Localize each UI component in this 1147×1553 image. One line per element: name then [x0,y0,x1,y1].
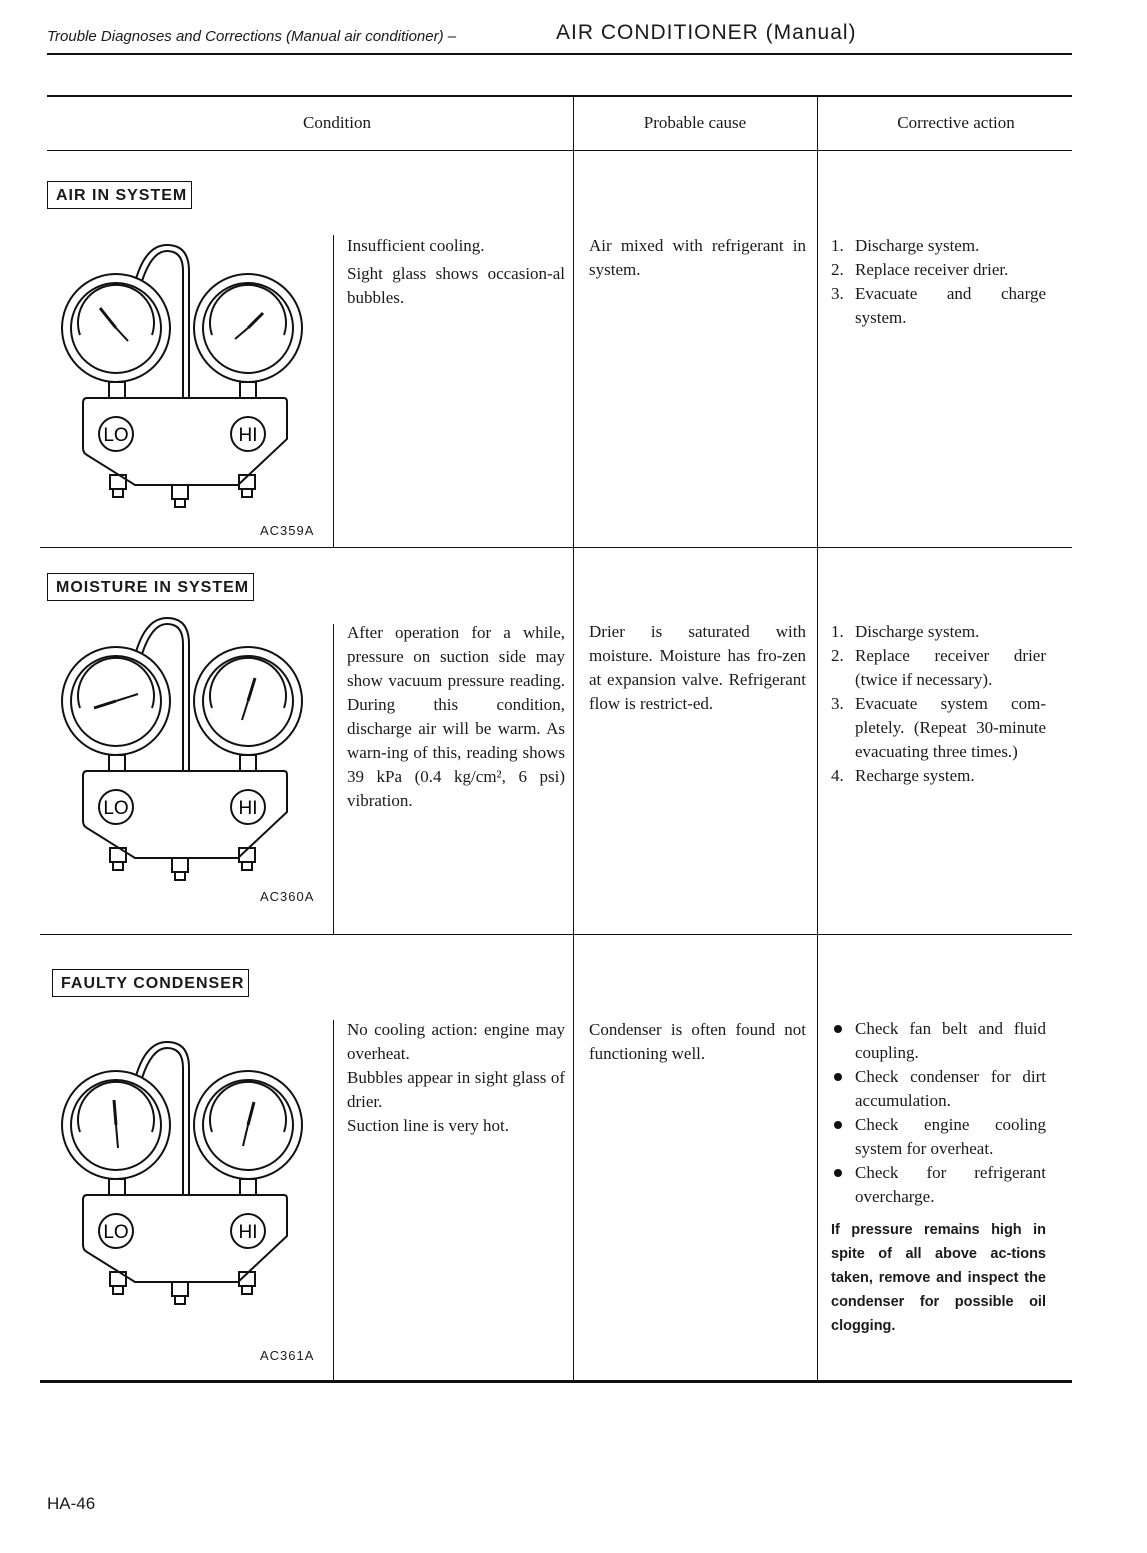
cause-text: Drier is saturated with moisture. Moisture has fro-zen at expansion valve. Refrigerant flow is restrict-ed. [589,622,806,713]
header-section: Trouble Diagnoses and Corrections (Manual air conditioner) – [47,28,457,45]
action-item: 2. Replace receiver drier. [831,260,1009,279]
action-text: Replace receiver drier. [855,260,1009,279]
action-item: 3. Evacuate system com-pletely. (Repeat 30-minute evacuating three times.) [831,694,1046,761]
hi-gauge-label: HI [238,798,258,819]
cause-text: Condenser is often found not functioning well. [589,1020,806,1063]
action-text: Discharge system. [855,236,980,255]
figure-code: AC359A [260,523,315,538]
action-text: Check engine cooling system for overheat. [855,1115,1046,1158]
condition-line: Insufficient cooling. [347,236,485,255]
condition-line: Suction line is very hot. [347,1116,509,1135]
lo-gauge-label: LO [103,425,129,446]
action-text: Check for refrigerant overcharge. [855,1163,1046,1206]
figure-divider [333,1020,334,1380]
action-item: 1. Discharge system. [831,236,980,255]
lo-gauge-label: LO [103,1222,129,1243]
condition-text [347,234,565,314]
condition-label: MOISTURE IN SYSTEM [47,573,254,601]
action-item: 3. Evacuate and charge system. [831,284,1046,327]
lo-gauge-label: LO [103,798,129,819]
action-item [831,1065,1046,1113]
column-header-action: Corrective action [897,113,1015,132]
action-item: 2. Replace receiver drier (twice if necessary). [831,646,1046,689]
action-text: Check condenser for dirt accumulation. [855,1067,1046,1110]
condition-line: No cooling action: engine may overheat. [347,1020,565,1063]
header-rule [47,53,1072,55]
condition-text [347,621,565,817]
condition-text [347,1018,565,1138]
action-list [831,620,1046,788]
action-item [831,1113,1046,1161]
bullet-icon [834,1025,842,1033]
gauge-manifold-figure [58,243,304,515]
action-text: Recharge system. [855,766,975,785]
column-divider [573,95,574,1382]
table-header-rule [47,150,1072,151]
column-header-condition: Condition [302,113,371,132]
bullet-icon [834,1073,842,1081]
column-header-cause: Probable cause [643,113,747,132]
action-text: Evacuate and charge system. [855,284,1046,327]
figure-code: AC360A [260,889,315,904]
action-item [831,1161,1046,1209]
table-bottom-rule [40,1380,1072,1383]
action-text: Discharge system. [855,622,980,641]
action-list [831,1017,1046,1209]
gauge-manifold-figure [58,616,304,888]
row-divider [40,547,1072,548]
hi-gauge-label: HI [238,1222,258,1243]
action-text: Evacuate system com-pletely. (Repeat 30-minute evacuating three times.) [855,694,1046,761]
action-text: Check fan belt and fluid coupling. [855,1019,1046,1062]
condition-line: Sight glass shows occasion-al bubbles. [347,264,565,307]
action-item: 1. Discharge system. [831,622,980,641]
row-divider [40,934,1072,935]
hi-gauge-label: HI [238,425,258,446]
table-top-rule [47,95,1072,97]
gauge-manifold-figure [58,1040,304,1312]
page-title: AIR CONDITIONER (Manual) [556,21,857,44]
column-divider [817,95,818,1382]
bullet-icon [834,1121,842,1129]
condition-label: FAULTY CONDENSER [52,969,249,997]
figure-divider [333,235,334,547]
action-list [831,234,1046,330]
action-item [831,1017,1046,1065]
condition-label: AIR IN SYSTEM [47,181,192,209]
page-number: HA-46 [47,1494,96,1513]
figure-code: AC361A [260,1348,315,1363]
condition-line: After operation for a while, pressure on suction side may show vacuum pressure reading. During this condition, discharge air will be warm. As warn-ing of this, reading shows 39 kPa (0.4 kg/cm², 6 psi) vibration. [347,623,565,810]
action-item: 4. Recharge system. [831,766,975,785]
figure-divider [333,624,334,934]
condenser-note: If pressure remains high in spite of all above ac-tions taken, remove and inspect the condenser for possible oil clogging. [831,1222,1046,1334]
bullet-icon [834,1169,842,1177]
condition-line: Bubbles appear in sight glass of drier. [347,1068,565,1111]
cause-text: Air mixed with refrigerant in system. [589,236,806,279]
action-text: Replace receiver drier (twice if necessary). [855,646,1046,689]
